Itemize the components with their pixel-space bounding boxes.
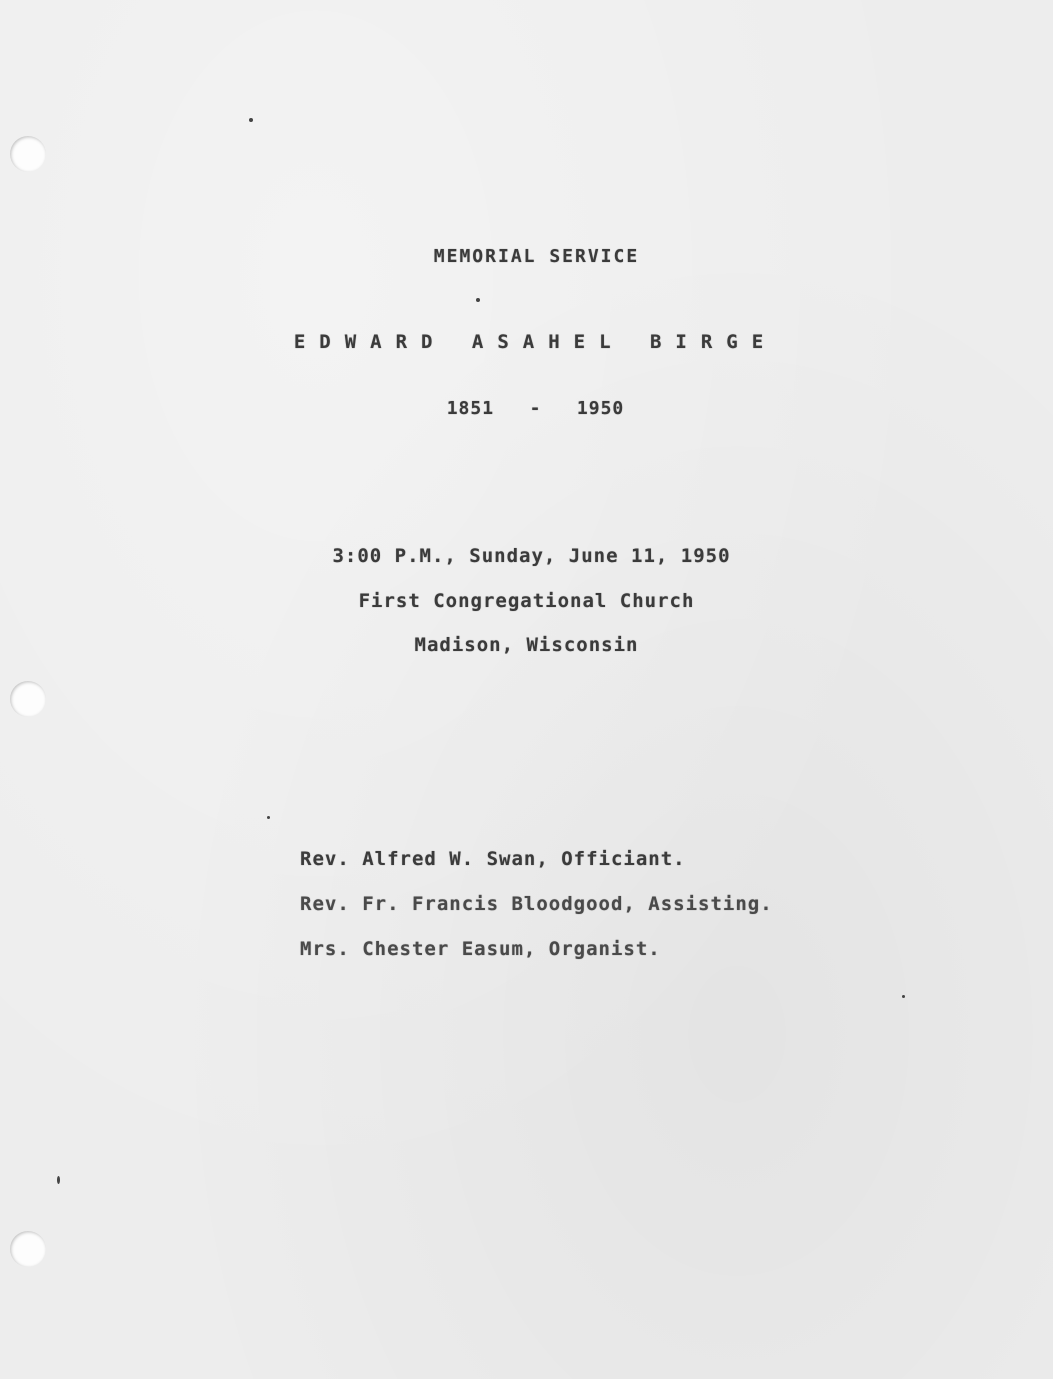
page-heading: MEMORIAL SERVICE xyxy=(433,246,640,267)
paper-speck xyxy=(902,995,905,998)
punch-hole xyxy=(10,681,46,717)
paper-speck xyxy=(267,816,270,819)
separator-dot xyxy=(476,298,480,302)
service-church: First Congregational Church xyxy=(358,590,695,612)
punch-hole xyxy=(10,136,46,172)
participant-organist: Mrs. Chester Easum, Organist. xyxy=(300,938,661,960)
service-city: Madison, Wisconsin xyxy=(414,634,639,656)
participant-assisting: Rev. Fr. Francis Bloodgood, Assisting. xyxy=(300,893,773,915)
honoree-name: EDWARD ASAHEL BIRGE xyxy=(293,331,778,353)
paper-speck xyxy=(57,1176,60,1184)
service-time: 3:00 P.M., Sunday, June 11, 1950 xyxy=(332,545,731,567)
paper-speck xyxy=(249,118,253,122)
participant-officiant: Rev. Alfred W. Swan, Officiant. xyxy=(300,848,686,870)
life-years: 1851 - 1950 xyxy=(446,398,625,419)
punch-hole xyxy=(10,1231,46,1267)
